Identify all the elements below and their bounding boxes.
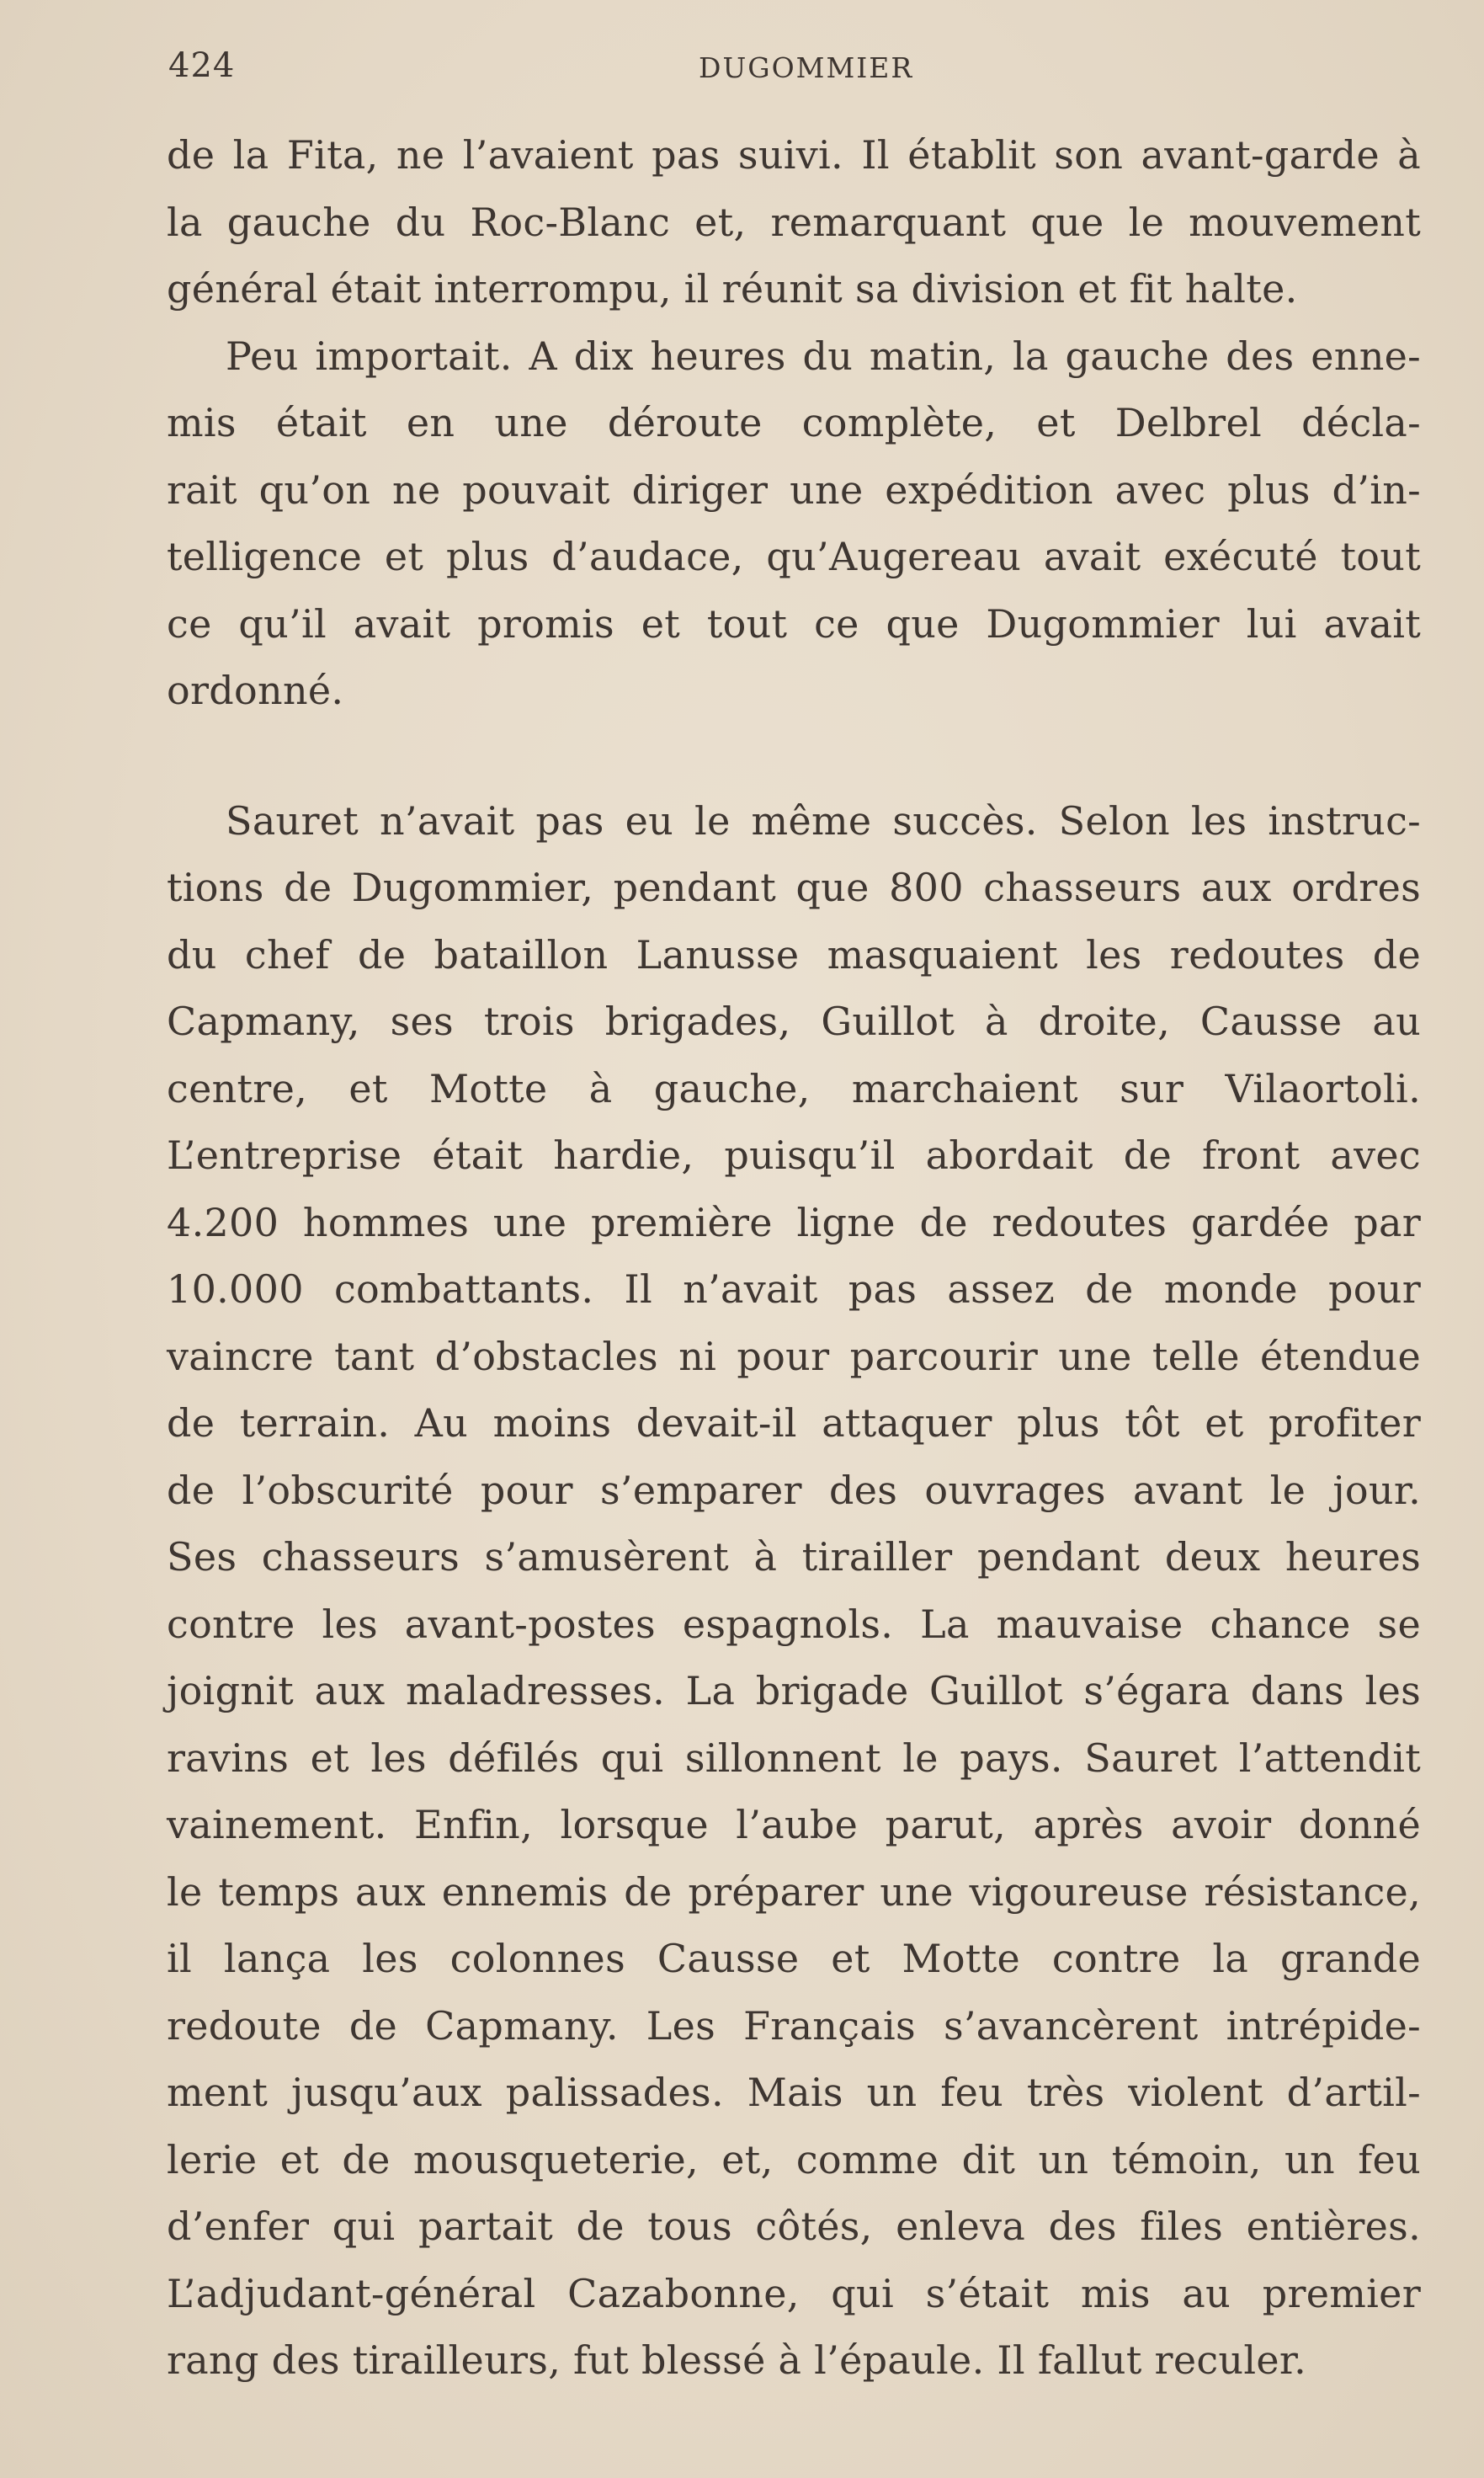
text-line: Peu importait. A dix heures du matin, la gauche des enne-: [226, 333, 1421, 379]
text-line: joignit aux maladresses. La brigade Guillot s’égara dans les: [167, 1668, 1421, 1713]
text-line: la gauche du Roc-Blanc et, remarquant que le mouvement: [167, 199, 1421, 245]
text-line: de terrain. Au moins devait-il attaquer plus tôt et profiter: [167, 1400, 1421, 1446]
text-line: le temps aux ennemis de préparer une vigoureuse résistance,: [167, 1868, 1421, 1915]
text-line: général était interrompu, il réunit sa division et fit halte.: [167, 266, 1298, 312]
text-line: ment jusqu’aux palissades. Mais un feu très violent d’artil-: [167, 2070, 1421, 2115]
text-line: du chef de bataillon Lanusse masquaient les redoutes de: [167, 931, 1421, 978]
paragraph-2: [167, 323, 1421, 725]
text-line: centre, et Motte à gauche, marchaient sur Vilaortoli.: [167, 1065, 1421, 1111]
text-line: redoute de Capmany. Les Français s’avancèrent intrépide-: [167, 2002, 1421, 2049]
text-line: Capmany, ses trois brigades, Guillot à droite, Causse au: [167, 999, 1421, 1044]
text-line: ravins et les défilés qui sillonnent le pays. Sauret l’attendit: [167, 1735, 1421, 1781]
text-line: L’entreprise était hardie, puisqu’il abordait de front avec: [167, 1132, 1421, 1178]
section-break: [167, 725, 1421, 788]
text-line: contre les avant-postes espagnols. La mauvaise chance se: [167, 1601, 1421, 1647]
text-line: 4.200 hommes une première ligne de redoutes gardée par: [167, 1199, 1421, 1245]
text-line: 10.000 combattants. Il n’avait pas assez de monde pour: [167, 1266, 1421, 1312]
text-line: Sauret n’avait pas eu le même succès. Selon les instruc-: [226, 797, 1421, 844]
text-line: telligence et plus d’audace, qu’Augereau avait exécuté tout: [167, 534, 1421, 579]
text-line: ce qu’il avait promis et tout ce que Dugommier lui avait: [167, 600, 1421, 647]
paragraph-3: [167, 788, 1421, 2395]
text-line: Ses chasseurs s’amusèrent à tirailler pendant deux heures: [167, 1534, 1421, 1580]
text-line: il lança les colonnes Causse et Motte contre la grande: [167, 1936, 1421, 1981]
text-line: rang des tirailleurs, fut blessé à l’épaule. Il fallut reculer.: [167, 2337, 1307, 2383]
text-line: de l’obscurité pour s’emparer des ouvrages avant le jour.: [167, 1467, 1421, 1513]
text-line: rait qu’on ne pouvait diriger une expédition avec plus d’in-: [167, 466, 1421, 513]
text-line: d’enfer qui partait de tous côtés, enleva des files entières.: [167, 2204, 1421, 2249]
page-number: 424: [168, 46, 236, 85]
text-line: ordonné.: [167, 668, 344, 713]
text-line: vaincre tant d’obstacles ni pour parcourir une telle étendue: [167, 1333, 1421, 1379]
paragraph-1: [167, 122, 1421, 323]
text-line: L’adjudant-général Cazabonne, qui s’était mis au premier: [167, 2270, 1421, 2316]
page-header: [168, 46, 1431, 97]
text-line: vainement. Enfin, lorsque l’aube parut, après avoir donné: [167, 1802, 1421, 1847]
running-head: DUGOMMIER: [699, 51, 914, 84]
text-line: lerie et de mousqueterie, et, comme dit un témoin, un feu: [167, 2136, 1421, 2182]
text-line: de la Fita, ne l’avaient pas suivi. Il établit son avant-garde à: [167, 132, 1421, 178]
text-line: mis était en une déroute complète, et Delbrel décla-: [167, 400, 1421, 445]
body-text: [167, 122, 1421, 2395]
text-line: tions de Dugommier, pendant que 800 chasseurs aux ordres: [167, 865, 1421, 910]
